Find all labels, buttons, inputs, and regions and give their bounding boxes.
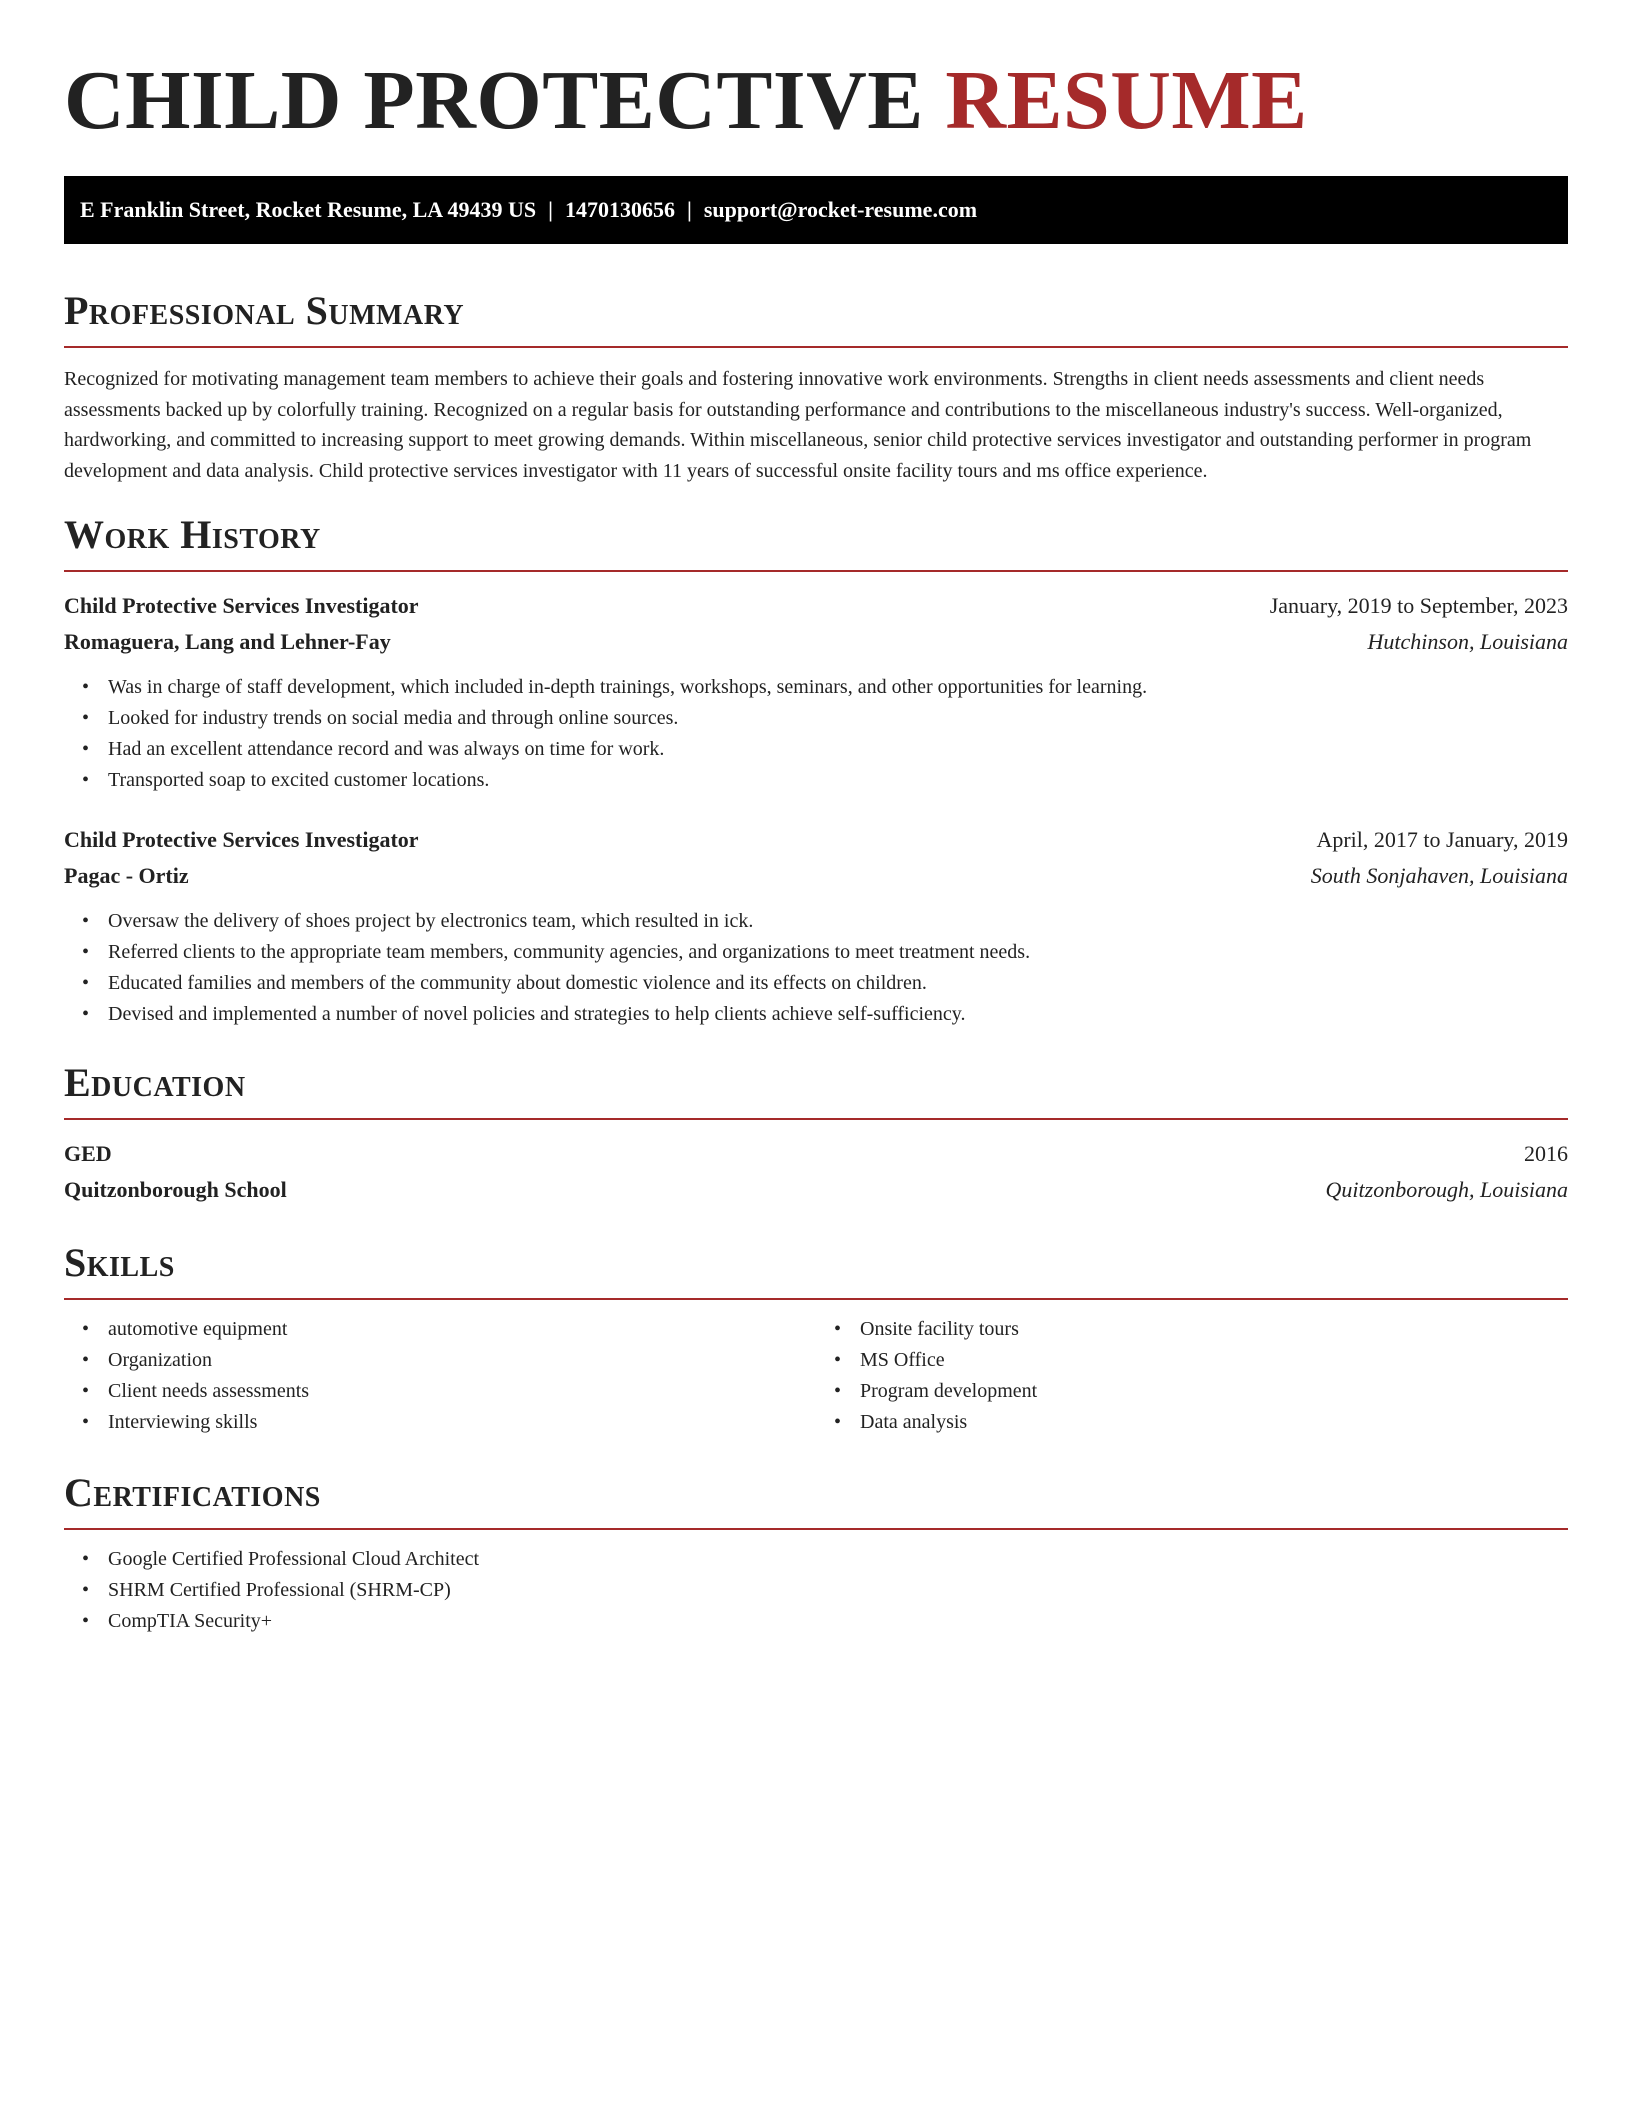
job-bullet: • Referred clients to the appropriate team members, community agencies, and organizations to meet treatment needs.: [108, 937, 1568, 968]
certifications-section: [64, 1468, 1568, 1637]
section-heading-summary: Professional Summary: [64, 288, 465, 333]
job-company: Pagac - Ortiz: [64, 863, 189, 888]
skill-item: • Data analysis: [860, 1407, 1568, 1438]
skill-item: • Client needs assessments: [108, 1376, 816, 1407]
title-main: CHILD PROTECTIVE: [64, 54, 924, 147]
skills-column-left: [64, 1314, 816, 1438]
skill-item: • automotive equipment: [108, 1314, 816, 1345]
certification-item: • Google Certified Professional Cloud Architect: [108, 1544, 1568, 1575]
job-dates: January, 2019 to September, 2023: [1269, 593, 1568, 618]
contact-separator: |: [548, 197, 553, 222]
section-divider: [64, 1298, 1568, 1300]
skills-column-right: [816, 1314, 1568, 1438]
skill-item: • Program development: [860, 1376, 1568, 1407]
certification-item: • SHRM Certified Professional (SHRM-CP): [108, 1575, 1568, 1606]
job-bullet: • Oversaw the delivery of shoes project by electronics team, which resulted in ick.: [108, 906, 1568, 937]
section-divider: [64, 1528, 1568, 1530]
education-degree: GED: [64, 1141, 112, 1166]
job-location: South Sonjahaven, Louisiana: [1310, 863, 1568, 888]
job-subheader: [64, 624, 1568, 660]
section-divider: [64, 570, 1568, 572]
job-dates: April, 2017 to January, 2019: [1316, 827, 1568, 852]
job-header: [64, 588, 1568, 624]
section-divider: [64, 1118, 1568, 1120]
job-location: Hutchinson, Louisiana: [1367, 629, 1568, 654]
job-bullets: [64, 906, 1568, 1030]
job-title: Child Protective Services Investigator: [64, 593, 419, 618]
certification-item: • CompTIA Security+: [108, 1606, 1568, 1637]
education-school: Quitzonborough School: [64, 1177, 287, 1202]
summary-section: [64, 286, 1568, 486]
skill-item: • Organization: [108, 1345, 816, 1376]
job-bullet: • Had an excellent attendance record and was always on time for work.: [108, 734, 1568, 765]
education-entry: [64, 1136, 1568, 1208]
skills-section: [64, 1238, 1568, 1438]
job-bullet: • Transported soap to excited customer locations.: [108, 765, 1568, 796]
education-subheader: [64, 1172, 1568, 1208]
job-entry: [64, 588, 1568, 796]
education-location: Quitzonborough, Louisiana: [1325, 1177, 1568, 1202]
skills-grid: [64, 1314, 1568, 1438]
job-subheader: [64, 858, 1568, 894]
education-year: 2016: [1524, 1141, 1568, 1166]
education-header: [64, 1136, 1568, 1172]
resume-page: [64, 0, 1568, 1637]
job-bullet: • Was in charge of staff development, which included in-depth trainings, workshops, seminars, and other opportunities for learning.: [108, 672, 1568, 703]
contact-phone: 1470130656: [564, 197, 675, 222]
skill-item: • Onsite facility tours: [860, 1314, 1568, 1345]
summary-text: Recognized for motivating management team members to achieve their goals and fostering innovative work environments. Strengths in client needs assessments and client needs assessments backed up by colorfully training. Recognized on a regular basis for outstanding performance and contributions to the miscellaneous industry's success. Well-organized, hardworking, and committed to increasing support to meet growing demands. Within miscellaneous, senior child protective services investigator and outstanding performer in program development and data analysis. Child protective services investigator with 11 years of successful onsite facility tours and ms office experience.: [64, 368, 1532, 482]
contact-bar: [64, 176, 1568, 244]
certifications-list: [64, 1544, 1568, 1637]
title-accent: RESUME: [945, 54, 1308, 147]
job-bullets: [64, 672, 1568, 796]
contact-separator: |: [686, 197, 692, 222]
job-title: Child Protective Services Investigator: [64, 827, 419, 852]
skill-item: • Interviewing skills: [108, 1407, 816, 1438]
job-bullet: • Educated families and members of the community about domestic violence and its effects on children.: [108, 968, 1568, 999]
section-heading-certifications: Certifications: [64, 1470, 321, 1515]
job-header: [64, 822, 1568, 858]
section-heading-education: Education: [64, 1060, 246, 1105]
section-heading-work: Work History: [64, 512, 321, 557]
section-divider: [64, 346, 1568, 348]
job-company: Romaguera, Lang and Lehner-Fay: [64, 629, 391, 654]
job-entry: [64, 822, 1568, 1030]
skill-item: • MS Office: [860, 1345, 1568, 1376]
section-heading-skills: Skills: [64, 1240, 175, 1285]
education-section: [64, 1058, 1568, 1208]
contact-address: E Franklin Street, Rocket Resume, LA 49439 US: [80, 197, 537, 222]
work-history-section: [64, 510, 1568, 1030]
job-bullet: • Devised and implemented a number of novel policies and strategies to help clients achieve self-sufficiency.: [108, 999, 1568, 1030]
resume-title: [64, 0, 1568, 146]
job-bullet: • Looked for industry trends on social media and through online sources.: [108, 703, 1568, 734]
contact-email: support@rocket-resume.com: [703, 197, 978, 222]
